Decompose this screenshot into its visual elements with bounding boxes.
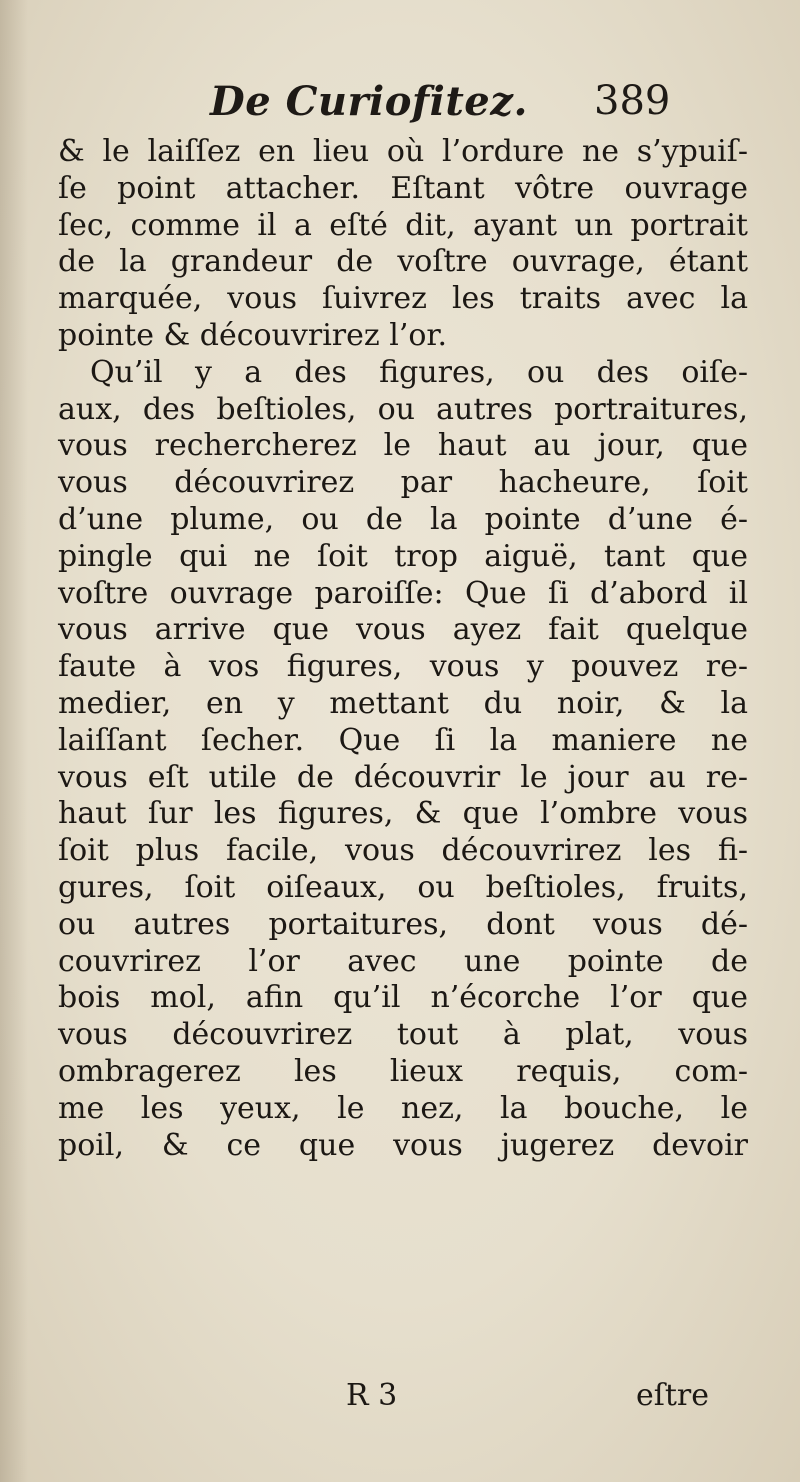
text-line: faute à vos figures, vous y pouvez re- [58, 649, 748, 685]
text-line: ſe point attacher. Eſtant vôtre ouvrage [58, 170, 748, 206]
text-line: ſec, comme il a eſté dit, ayant un portrait [58, 207, 748, 243]
text-line: d’une plume, ou de la pointe d’une é- [58, 501, 748, 537]
text-line: ombragerez les lieux requis, com- [58, 1053, 748, 1089]
text-line: pointe & découvrirez l’or. [58, 317, 448, 353]
text-line: de la grandeur de voſtre ouvrage, étant [58, 244, 748, 280]
text-line: me les yeux, le nez, la bouche, le [58, 1090, 748, 1126]
text-line: vous découvrirez par hacheure, ſoit [58, 465, 748, 501]
text-line: vous découvrirez tout à plat, vous [58, 1017, 748, 1053]
page-footer [0, 1378, 800, 1422]
text-line: gures, ſoit oiſeaux, ou beſtioles, fruits, [58, 869, 748, 905]
text-line: voſtre ouvrage paroiſſe: Que ſi d’abord il [58, 575, 748, 611]
text-line: vous eſt utile de découvrir le jour au re- [58, 759, 748, 795]
text-line: vous arrive que vous ayez fait quelque [58, 612, 748, 648]
text-line: & le laiſſez en lieu où l’ordure ne s’ypuiſ- [58, 134, 748, 169]
body-text [58, 134, 748, 1164]
text-line: couvrirez l’or avec une pointe de [58, 943, 748, 979]
page-number: 389 [594, 78, 671, 124]
text-line: ou autres portaitures, dont vous dé- [58, 906, 748, 942]
gutter-shadow [0, 0, 28, 1482]
signature-mark: R 3 [346, 1378, 398, 1413]
text-line: marquée, vous ſuivrez les traits avec la [58, 281, 748, 317]
text-line: Qu’il y a des figures, ou des oiſe- [90, 354, 748, 390]
text-line: ſoit plus facile, vous découvrirez les fi- [58, 833, 748, 869]
catchword: eſtre [636, 1378, 710, 1413]
text-line: haut ſur les figures, & que l’ombre vous [58, 796, 748, 832]
text-line: aux, des beſtioles, ou autres portraitures, [58, 391, 748, 427]
text-line: pingle qui ne ſoit trop aiguë, tant que [58, 538, 748, 574]
text-line: poil, & ce que vous jugerez devoir [58, 1127, 748, 1163]
text-line: laiſſant ſecher. Que ſi la maniere ne [58, 722, 748, 758]
page-header [0, 78, 800, 138]
text-line: medier, en y mettant du noir, & la [58, 685, 748, 721]
text-line: bois mol, afin qu’il n’écorche l’or que [58, 980, 748, 1016]
text-line: vous rechercherez le haut au jour, que [58, 428, 748, 464]
running-title: De Curiofitez. [210, 78, 528, 125]
